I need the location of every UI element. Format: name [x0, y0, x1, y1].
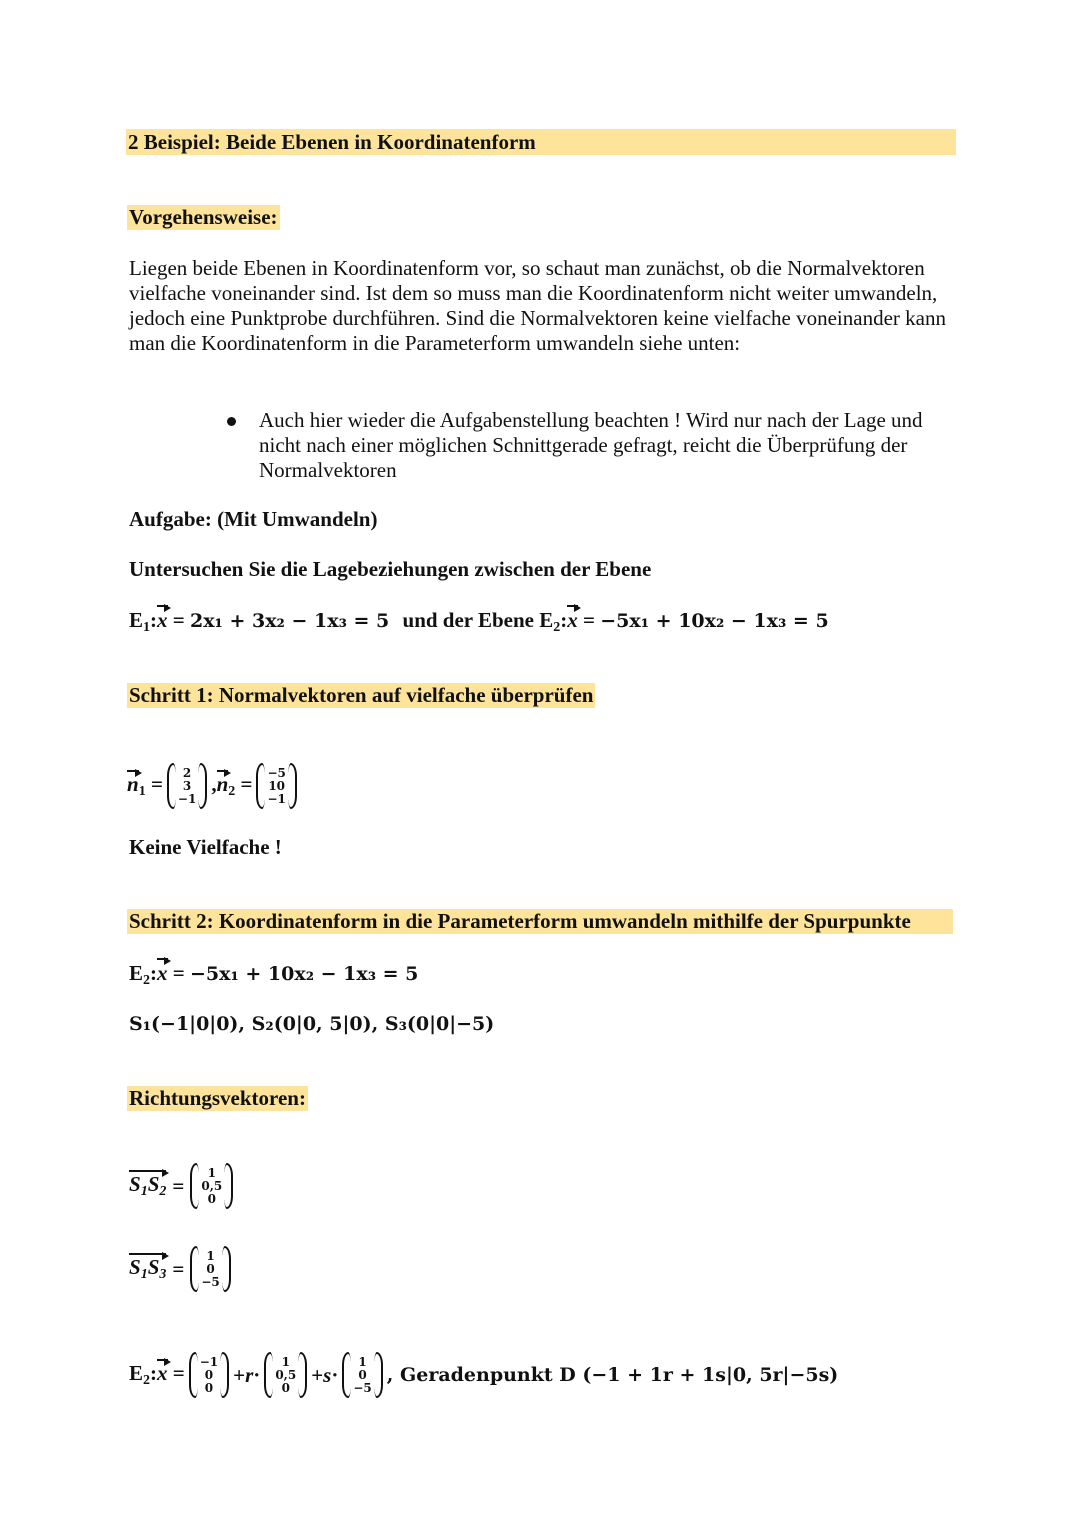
- bullet-text: Auch hier wieder die Aufgabenstellung beachten ! Wird nur nach der Lage und nicht nach einer möglichen Schnittgerade gefragt, reicht die Überprüfung der Normalvektoren: [259, 408, 923, 482]
- task-label: Aufgabe: (Mit Umwandeln): [129, 507, 378, 531]
- s1s2-vector-row: [129, 1163, 233, 1209]
- s1s3-y: 0: [206, 1261, 215, 1276]
- param-r: r: [245, 1362, 254, 1387]
- n2-z: −1: [267, 791, 286, 806]
- s1s3-z: −5: [201, 1274, 220, 1289]
- e2-label-2: $E_2:x$ =: [129, 961, 190, 988]
- s1s2-vector: [190, 1163, 233, 1209]
- plane-equations: [129, 607, 829, 641]
- direction-label-text: Richtungsvektoren:: [129, 1086, 306, 1110]
- s1s3-equals: =: [172, 1256, 185, 1281]
- e1-equation: 2x₁ + 3x₂ − 1x₃ = 5: [189, 610, 390, 632]
- e2-equation: −5x₁ + 10x₂ − 1x₃ = 5: [600, 610, 829, 632]
- s-vec-z: −5: [353, 1380, 372, 1395]
- s1s3-vector-row: [129, 1246, 231, 1292]
- support-x: −1: [199, 1354, 219, 1369]
- plus-s: +s·: [311, 1362, 339, 1387]
- support-y: 0: [204, 1367, 214, 1382]
- r-vec-z: 0: [281, 1380, 290, 1395]
- e2-label-3: $E_2:x$ =: [129, 1361, 185, 1388]
- step1-label-text: Schritt 1: Normalvektoren auf vielfache überprüfen: [129, 683, 594, 707]
- n2-vector: [256, 763, 296, 809]
- s1s2-y: 0,5: [201, 1178, 223, 1193]
- s1s3-vector: [190, 1246, 230, 1292]
- task-intro: Untersuchen Sie die Lagebeziehungen zwischen der Ebene: [129, 557, 652, 581]
- s1s3-label: $S_1S_3$: [129, 1255, 167, 1282]
- n1-y: 3: [182, 778, 192, 793]
- intro-paragraph: Liegen beide Ebenen in Koordinatenform vor, so schaut man zunächst, ob die Normalvektoren vielfache voneinander sind. Ist dem so muss man die Koordinatenform nicht weiter umwandeln, jedoch eine Punktprobe durchführen. Sind die Normalvektoren keine vielfache voneinander kann man die Koordinatenform in die Parameterform umwandeln siehe unten:: [129, 256, 946, 355]
- n1-x: 2: [182, 765, 192, 780]
- s1s2-z: 0: [207, 1191, 216, 1206]
- n2-x: −5: [267, 765, 286, 780]
- s1s3-x: 1: [206, 1248, 215, 1263]
- support-z: 0: [204, 1380, 214, 1395]
- e1-label: $E_1:x$ =: [129, 608, 190, 635]
- procedure-label-text: Vorgehensweise:: [129, 205, 278, 229]
- s-direction-vector: [342, 1352, 382, 1398]
- section-heading: [126, 129, 956, 155]
- s-vec-x: 1: [358, 1354, 367, 1369]
- n2-y: 10: [268, 778, 286, 793]
- step2-label-text: Schritt 2: Koordinatenform in die Parameterform umwandeln mithilfe der Spurpunkte: [129, 909, 911, 933]
- s1s2-label: $S_1S_2$: [129, 1172, 167, 1199]
- n2-label: $,n_2$ =: [211, 772, 253, 799]
- parameter-form: [129, 1352, 838, 1398]
- plus-r: +r·: [233, 1362, 261, 1387]
- direction-label: [127, 1086, 308, 1111]
- n1-label: $n_1$ =: [127, 772, 163, 799]
- step1-label: [127, 683, 595, 708]
- r-vec-x: 1: [281, 1354, 290, 1369]
- bullet-dot-icon: [227, 417, 236, 426]
- line-point-text: , Geradenpunkt D (−1 + 1r + 1s|0, 5r|−5s): [386, 1364, 839, 1386]
- normal-vectors: [127, 763, 297, 809]
- e2-coordinate-form: [129, 960, 418, 994]
- r-vec-y: 0,5: [275, 1367, 297, 1382]
- s1s2-x: 1: [207, 1165, 216, 1180]
- n1-z: −1: [177, 791, 197, 806]
- trace-points: S₁(−1|0|0), S₂(0|0, 5|0), S₃(0|0|−5): [129, 1013, 495, 1035]
- step2-label: [127, 909, 953, 934]
- support-vector: [189, 1352, 229, 1398]
- no-multiples-note: Keine Vielfache !: [129, 835, 282, 859]
- n1-vector: [167, 763, 207, 809]
- e2-equation-2: −5x₁ + 10x₂ − 1x₃ = 5: [189, 963, 419, 985]
- bullet-item: [259, 408, 954, 483]
- procedure-label: [127, 205, 280, 230]
- equation-connector: und der Ebene: [402, 608, 535, 632]
- s1s2-equals: =: [172, 1173, 185, 1198]
- section-heading-text: 2 Beispiel: Beide Ebenen in Koordinatenform: [128, 130, 536, 154]
- r-direction-vector: [264, 1352, 307, 1398]
- e2-label: $E_2:x$ =: [539, 608, 601, 635]
- s-vec-y: 0: [358, 1367, 367, 1382]
- param-s: s: [323, 1362, 332, 1387]
